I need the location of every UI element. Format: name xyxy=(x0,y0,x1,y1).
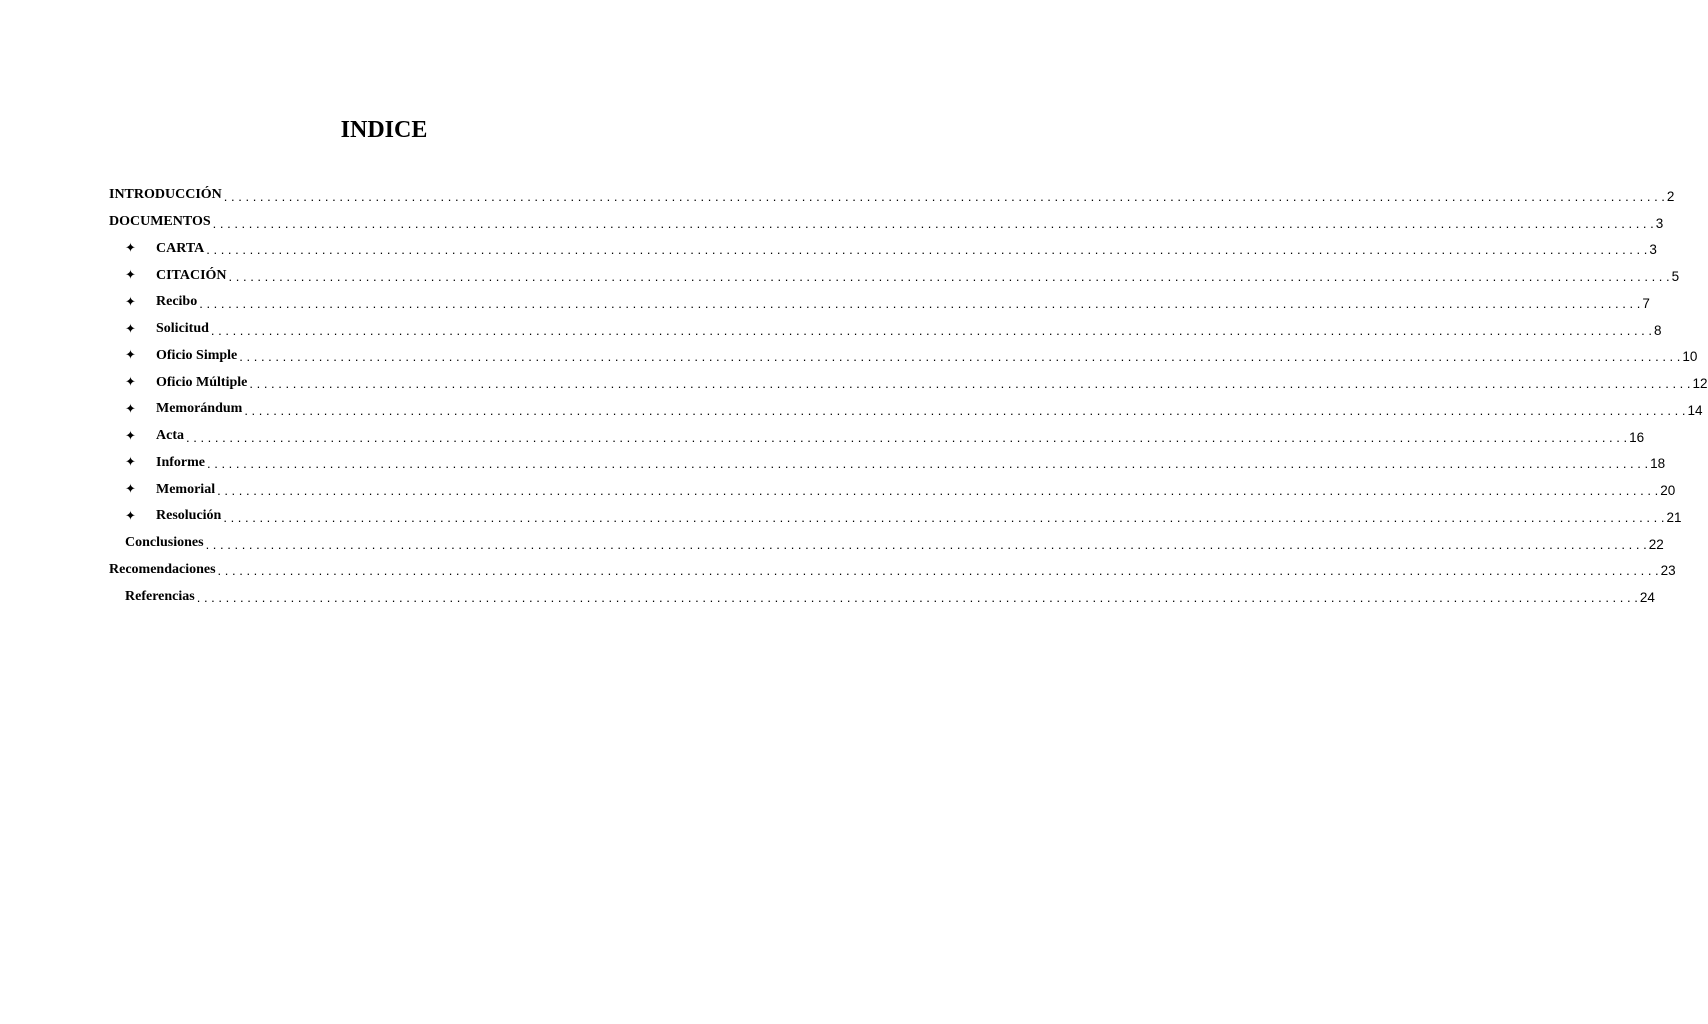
dot-leader: . . . . . . . . . . . . . . . . . . . . . . . . . . . . . . . . . . . . . . . . . . . . . . . . . . . . . . . . . . . . . . . . . . . . . . . . . . . . . . . . . . . . . . . . . . . . . . . . . . . . . . . . . . . . . . . . . . . . . . . . . . . . . . . . . . . . . . . . . . . . . . . . . . . . . . . . . . . . . . . . . . . . . . . . . . . . . . . . . . . . . . . . . . . . . . . . . . . . . . . . xyxy=(217,563,1659,579)
four-pointed-star-icon: ✦ xyxy=(125,455,136,471)
toc-entry[interactable] xyxy=(0,476,1676,503)
toc-entry[interactable] xyxy=(0,289,1650,316)
toc-entry-label: Recomendaciones xyxy=(109,561,216,577)
toc-entry-page-number: 20 xyxy=(1660,483,1676,499)
toc-entry-page-number: 18 xyxy=(1650,456,1666,472)
toc-entry-page-number: 3 xyxy=(1655,215,1664,231)
toc-entry-page-number: 21 xyxy=(1666,509,1682,525)
four-pointed-star-icon: ✦ xyxy=(125,482,136,498)
dot-leader: . . . . . . . . . . . . . . . . . . . . . . . . . . . . . . . . . . . . . . . . . . . . . . . . . . . . . . . . . . . . . . . . . . . . . . . . . . . . . . . . . . . . . . . . . . . . . . . . . . . . . . . . . . . . . . . . . . . . . . . . . . . . . . . . . . . . . . . . . . . . . . . . . . . . . . . . . . . . . . . . . . . . . . . . . . . . . . . . . . . . . . . . . . . . . . . . . . . . . . . . xyxy=(196,590,1638,606)
toc-entry[interactable] xyxy=(0,557,1676,584)
toc-entry-label: Recibo xyxy=(156,294,198,310)
toc-entry-page-number: 12 xyxy=(1692,376,1708,392)
toc-entry-label: Acta xyxy=(156,428,184,444)
toc-entry-label: CARTA xyxy=(156,240,205,256)
toc-entry-label: Memorial xyxy=(156,481,216,497)
four-pointed-star-icon: ✦ xyxy=(125,508,136,524)
dot-leader: . . . . . . . . . . . . . . . . . . . . . . . . . . . . . . . . . . . . . . . . . . . . . . . . . . . . . . . . . . . . . . . . . . . . . . . . . . . . . . . . . . . . . . . . . . . . . . . . . . . . . . . . . . . . . . . . . . . . . . . . . . . . . . . . . . . . . . . . . . . . . . . . . . . . . . . . . . . . . . . . . . . . . . . . . . . . . . . . . . . . . . . . . . . . . . . . . . . . . . . . xyxy=(212,215,1654,231)
toc-entry-label: INTRODUCCIÓN xyxy=(109,187,222,203)
dot-leader: . . . . . . . . . . . . . . . . . . . . . . . . . . . . . . . . . . . . . . . . . . . . . . . . . . . . . . . . . . . . . . . . . . . . . . . . . . . . . . . . . . . . . . . . . . . . . . . . . . . . . . . . . . . . . . . . . . . . . . . . . . . . . . . . . . . . . . . . . . . . . . . . . . . . . . . . . . . . . . . . . . . . . . . . . . . . . . . . . . . . . . . . . . . . . . . . . . . . . . . . xyxy=(205,536,1647,552)
toc-entry-page-number: 8 xyxy=(1654,322,1662,338)
toc-entry[interactable] xyxy=(0,343,1698,370)
dot-leader: . . . . . . . . . . . . . . . . . . . . . . . . . . . . . . . . . . . . . . . . . . . . . . . . . . . . . . . . . . . . . . . . . . . . . . . . . . . . . . . . . . . . . . . . . . . . . . . . . . . . . . . . . . . . . . . . . . . . . . . . . . . . . . . . . . . . . . . . . . . . . . . . . . . . . . . . . . . . . . . . . . . . . . . . . . . . . . . . . . . . . . . . . . . . . . . . . . . . . . . . xyxy=(244,402,1686,418)
toc-entry-label: Referencias xyxy=(125,588,195,604)
toc-entry-label: DOCUMENTOS xyxy=(109,214,211,230)
toc-entry-page-number: 14 xyxy=(1687,402,1703,418)
dot-leader: . . . . . . . . . . . . . . . . . . . . . . . . . . . . . . . . . . . . . . . . . . . . . . . . . . . . . . . . . . . . . . . . . . . . . . . . . . . . . . . . . . . . . . . . . . . . . . . . . . . . . . . . . . . . . . . . . . . . . . . . . . . . . . . . . . . . . . . . . . . . . . . . . . . . . . . . . . . . . . . . . . . . . . . . . . . . . . . . . . . . . . . . . . . . . . . . . . . . . . . . xyxy=(223,509,1665,525)
four-pointed-star-icon: ✦ xyxy=(125,348,136,364)
toc-entry-page-number: 24 xyxy=(1639,590,1655,606)
dot-leader: . . . . . . . . . . . . . . . . . . . . . . . . . . . . . . . . . . . . . . . . . . . . . . . . . . . . . . . . . . . . . . . . . . . . . . . . . . . . . . . . . . . . . . . . . . . . . . . . . . . . . . . . . . . . . . . . . . . . . . . . . . . . . . . . . . . . . . . . . . . . . . . . . . . . . . . . . . . . . . . . . . . . . . . . . . . . . . . . . . . . . . . . . . . . . . . . . . . . . . . . xyxy=(223,188,1665,204)
toc-entry[interactable] xyxy=(0,530,1664,557)
four-pointed-star-icon: ✦ xyxy=(125,268,136,284)
toc-entry[interactable] xyxy=(0,503,1682,530)
toc-entry[interactable] xyxy=(0,209,1664,236)
toc-entry-page-number: 23 xyxy=(1660,563,1676,579)
toc-entry[interactable] xyxy=(0,316,1662,343)
toc-entry[interactable] xyxy=(0,369,1708,396)
toc-entry-page-number: 16 xyxy=(1629,429,1645,445)
dot-leader: . . . . . . . . . . . . . . . . . . . . . . . . . . . . . . . . . . . . . . . . . . . . . . . . . . . . . . . . . . . . . . . . . . . . . . . . . . . . . . . . . . . . . . . . . . . . . . . . . . . . . . . . . . . . . . . . . . . . . . . . . . . . . . . . . . . . . . . . . . . . . . . . . . . . . . . . . . . . . . . . . . . . . . . . . . . . . . . . . . . . . . . . . . . . . . . . . . . . . . . . xyxy=(210,322,1653,338)
toc-entry-label: Conclusiones xyxy=(125,535,204,551)
toc-entry[interactable] xyxy=(0,236,1657,263)
four-pointed-star-icon: ✦ xyxy=(125,241,136,257)
four-pointed-star-icon: ✦ xyxy=(125,401,136,417)
dot-leader: . . . . . . . . . . . . . . . . . . . . . . . . . . . . . . . . . . . . . . . . . . . . . . . . . . . . . . . . . . . . . . . . . . . . . . . . . . . . . . . . . . . . . . . . . . . . . . . . . . . . . . . . . . . . . . . . . . . . . . . . . . . . . . . . . . . . . . . . . . . . . . . . . . . . . . . . . . . . . . . . . . . . . . . . . . . . . . . . . . . . . . . . . . . . . . . . . . . . . . . . xyxy=(199,295,1641,311)
page-title: INDICE xyxy=(340,117,428,143)
toc-entry-label: Solicitud xyxy=(156,321,209,337)
dot-leader: . . . . . . . . . . . . . . . . . . . . . . . . . . . . . . . . . . . . . . . . . . . . . . . . . . . . . . . . . . . . . . . . . . . . . . . . . . . . . . . . . . . . . . . . . . . . . . . . . . . . . . . . . . . . . . . . . . . . . . . . . . . . . . . . . . . . . . . . . . . . . . . . . . . . . . . . . . . . . . . . . . . . . . . . . . . . . . . . . . . . . . . . . . . . . . . . . . . . . . . . xyxy=(249,376,1691,392)
toc-entry[interactable] xyxy=(0,450,1666,477)
toc-entry[interactable] xyxy=(0,423,1645,450)
toc-entry[interactable] xyxy=(0,182,1675,209)
toc-entry[interactable] xyxy=(0,396,1703,423)
toc-entry-page-number: 10 xyxy=(1682,349,1698,365)
dot-leader: . . . . . . . . . . . . . . . . . . . . . . . . . . . . . . . . . . . . . . . . . . . . . . . . . . . . . . . . . . . . . . . . . . . . . . . . . . . . . . . . . . . . . . . . . . . . . . . . . . . . . . . . . . . . . . . . . . . . . . . . . . . . . . . . . . . . . . . . . . . . . . . . . . . . . . . . . . . . . . . . . . . . . . . . . . . . . . . . . . . . . . . . . . . . . . . . . . . . . . . . xyxy=(228,269,1670,285)
toc-entry-page-number: 5 xyxy=(1671,269,1680,285)
toc-entry-label: Oficio Múltiple xyxy=(156,374,248,390)
toc-entry-label: Oficio Simple xyxy=(156,347,238,363)
toc-entry[interactable] xyxy=(0,262,1680,289)
toc-entry-label: Resolución xyxy=(156,508,222,524)
dot-leader: . . . . . . . . . . . . . . . . . . . . . . . . . . . . . . . . . . . . . . . . . . . . . . . . . . . . . . . . . . . . . . . . . . . . . . . . . . . . . . . . . . . . . . . . . . . . . . . . . . . . . . . . . . . . . . . . . . . . . . . . . . . . . . . . . . . . . . . . . . . . . . . . . . . . . . . . . . . . . . . . . . . . . . . . . . . . . . . . . . . . . . . . . . . . . . . . . . . . . . . . xyxy=(217,483,1659,499)
toc-entry-page-number: 7 xyxy=(1642,295,1650,311)
toc-entry-label: Memorándum xyxy=(156,401,243,417)
toc-entry-page-number: 22 xyxy=(1648,536,1664,552)
toc-entry-label: CITACIÓN xyxy=(156,267,227,283)
toc-entry-label: Informe xyxy=(156,454,205,470)
four-pointed-star-icon: ✦ xyxy=(125,321,136,337)
four-pointed-star-icon: ✦ xyxy=(125,428,136,444)
dot-leader: . . . . . . . . . . . . . . . . . . . . . . . . . . . . . . . . . . . . . . . . . . . . . . . . . . . . . . . . . . . . . . . . . . . . . . . . . . . . . . . . . . . . . . . . . . . . . . . . . . . . . . . . . . . . . . . . . . . . . . . . . . . . . . . . . . . . . . . . . . . . . . . . . . . . . . . . . . . . . . . . . . . . . . . . . . . . . . . . . . . . . . . . . . . . . . . . . . . . . . . . xyxy=(207,456,1649,472)
dot-leader: . . . . . . . . . . . . . . . . . . . . . . . . . . . . . . . . . . . . . . . . . . . . . . . . . . . . . . . . . . . . . . . . . . . . . . . . . . . . . . . . . . . . . . . . . . . . . . . . . . . . . . . . . . . . . . . . . . . . . . . . . . . . . . . . . . . . . . . . . . . . . . . . . . . . . . . . . . . . . . . . . . . . . . . . . . . . . . . . . . . . . . . . . . . . . . . . . . . . . . . . xyxy=(186,429,1628,445)
toc-entry-page-number: 3 xyxy=(1649,242,1657,258)
toc-entry-page-number: 2 xyxy=(1666,188,1675,204)
four-pointed-star-icon: ✦ xyxy=(125,375,136,391)
toc-entry[interactable] xyxy=(0,583,1655,610)
dot-leader: . . . . . . . . . . . . . . . . . . . . . . . . . . . . . . . . . . . . . . . . . . . . . . . . . . . . . . . . . . . . . . . . . . . . . . . . . . . . . . . . . . . . . . . . . . . . . . . . . . . . . . . . . . . . . . . . . . . . . . . . . . . . . . . . . . . . . . . . . . . . . . . . . . . . . . . . . . . . . . . . . . . . . . . . . . . . . . . . . . . . . . . . . . . . . . . . . . . . . . . . xyxy=(206,242,1648,258)
table-of-contents xyxy=(0,182,1708,610)
four-pointed-star-icon: ✦ xyxy=(125,294,136,310)
dot-leader: . . . . . . . . . . . . . . . . . . . . . . . . . . . . . . . . . . . . . . . . . . . . . . . . . . . . . . . . . . . . . . . . . . . . . . . . . . . . . . . . . . . . . . . . . . . . . . . . . . . . . . . . . . . . . . . . . . . . . . . . . . . . . . . . . . . . . . . . . . . . . . . . . . . . . . . . . . . . . . . . . . . . . . . . . . . . . . . . . . . . . . . . . . . . . . . . . . . . . . . . xyxy=(239,349,1681,365)
